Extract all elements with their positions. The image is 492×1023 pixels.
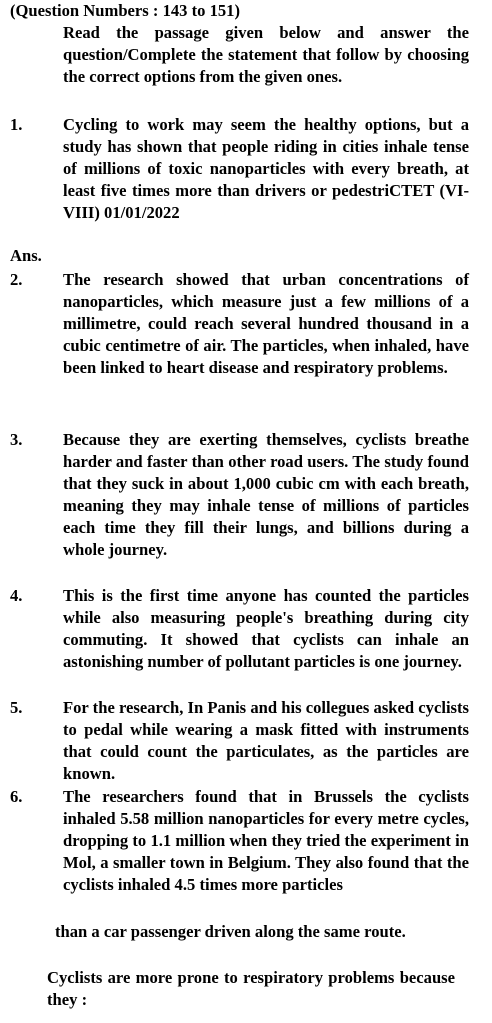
paragraph-text: The researchers found that in Brussels the cyclists inhaled 5.58 million nanoparticles for every metre cycles, dropping to 1.1 million when they tried the experiment in Mol, a smaller town in Belgium. They also found that the cyclists inhaled 4.5 times more particles <box>63 787 469 894</box>
paragraph-number: 3. <box>10 430 23 449</box>
question-numbers-header: (Question Numbers : 143 to 151) <box>10 1 240 20</box>
paragraph-text: The research showed that urban concentrations of nanoparticles, which measure just a few millions of a millimetre, could reach several hundred thousand in a cubic centimetre of air. The particles, when inhaled, have been linked to heart disease and respiratory problems. <box>63 270 469 377</box>
paragraph-number: 1. <box>10 115 23 134</box>
paragraph-6-continuation: than a car passenger driven along the same route. <box>55 922 406 941</box>
paragraph-text: For the research, In Panis and his collegues asked cyclists to pedal while wearing a mask fitted with instruments that could count the particulates, as the particles are known. <box>63 698 469 783</box>
paragraph-text: Because they are exerting themselves, cyclists breathe harder and faster than other road users. The study found that they suck in about 1,000 cubic cm with each breath, meaning they may inhale tense of millions of particles each time they fill their lungs, and billions during a whole journey. <box>63 430 469 559</box>
paragraph-text: Cycling to work may seem the healthy options, but a study has shown that people riding in cities inhale tense of millions of toxic nanoparticles with every breath, at least five times more than drivers or pedestriCTET (VI-VIII) 01/01/2022 <box>63 115 469 222</box>
paragraph-number: 2. <box>10 270 23 289</box>
paragraph-text: This is the first time anyone has counted the particles while also measuring people's breathing during city commuting. It showed that cyclists can inhale an astonishing number of pollutant particles is one journey. <box>63 586 469 671</box>
question-stem: Cyclists are more prone to respiratory problems because they : <box>47 968 455 1009</box>
paragraph-number: 6. <box>10 787 23 806</box>
instructions: Read the passage given below and answer the question/Complete the statement that follow by choosing the correct options from the given ones. <box>63 23 469 86</box>
paragraph-number: 4. <box>10 586 23 605</box>
paragraph-number: 5. <box>10 698 23 717</box>
answer-label: Ans. <box>10 246 42 265</box>
